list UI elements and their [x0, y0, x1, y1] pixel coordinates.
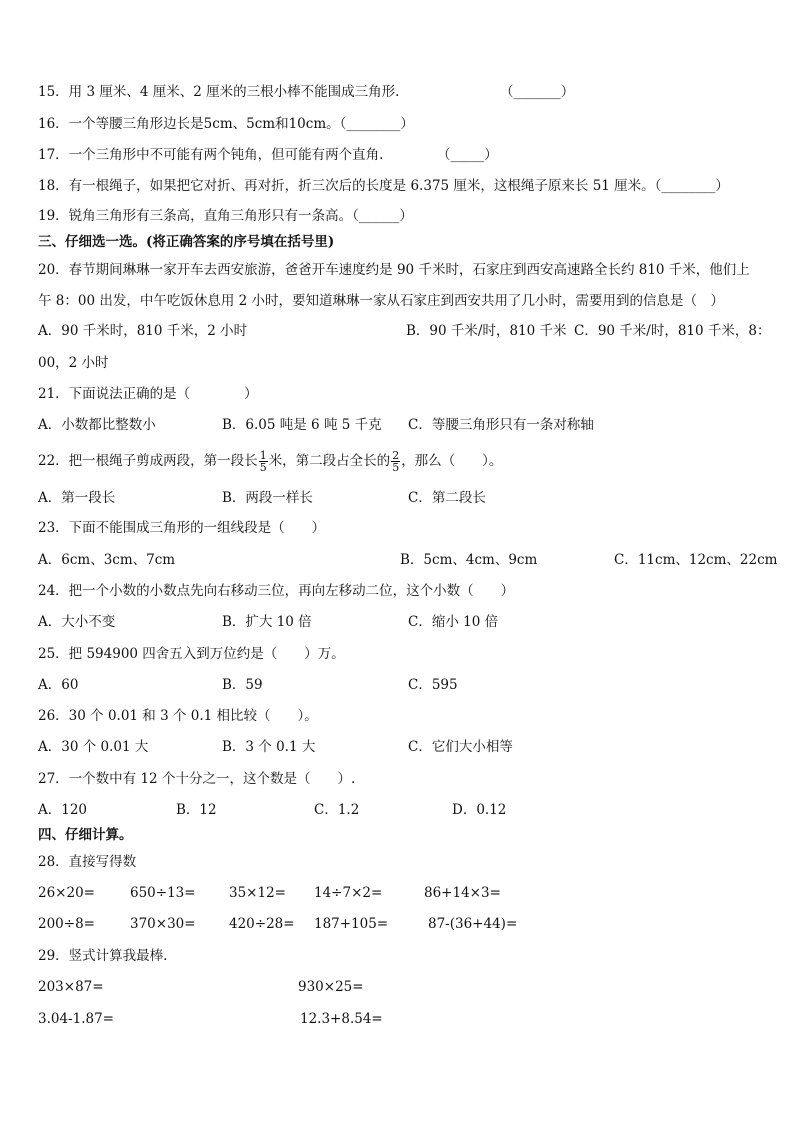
question-22-text-middle: 米，第二段占全长的: [268, 453, 391, 469]
question-22: [38, 446, 502, 476]
question-23-option-a: A．6cm、3cm、7cm: [38, 552, 176, 568]
calc-item: 14÷7×2=: [314, 885, 383, 901]
question-19: 19．锐角三角形有三条高，直角三角形只有一条高。（______）: [38, 208, 413, 224]
question-20-line-2: 午 8：00 出发，中午吃饭休息用 2 小时，要知道琳琳一家从石家庄到西安共用了几小时，需要用到的信息是（ ）: [38, 293, 725, 309]
question-15-text: 15．用 3 厘米、4 厘米、2 厘米的三根小棒不能围成三角形.: [38, 84, 400, 100]
vertical-calc-item: 3.04-1.87=: [38, 1011, 114, 1027]
question-27-option-a: A．120: [38, 802, 88, 818]
vertical-calc-item: 12.3+8.54=: [300, 1011, 383, 1027]
calc-item: 420÷28=: [229, 916, 295, 932]
question-20-option-c-continued: 00，2 小时: [38, 355, 109, 371]
calc-item: 650÷13=: [130, 885, 196, 901]
fraction-numerator: 2: [392, 449, 400, 462]
fraction-numerator: 1: [259, 449, 267, 462]
question-21-option-a: A．小数都比整数小: [38, 417, 156, 433]
fraction-one-fifth: [259, 450, 268, 473]
question-27-option-c: C．1.2: [314, 802, 360, 818]
question-26-option-a: A．30 个 0.01 大: [38, 739, 149, 755]
question-22-option-c: C．第二段长: [408, 490, 486, 506]
question-21-option-c: C．等腰三角形只有一条对称轴: [408, 417, 594, 433]
vertical-calc-item: 930×25=: [298, 979, 364, 995]
question-20-line-1: 20．春节期间琳琳一家开车去西安旅游，爸爸开车速度约是 90 千米时，石家庄到西安高速路全长约 810 千米，他们上: [38, 262, 750, 278]
question-22-text-end: ，那么（ ）。: [401, 453, 503, 469]
fraction-denominator: 5: [259, 461, 267, 474]
question-15: [38, 83, 399, 101]
question-18: 18．有一根绳子，如果把它对折、再对折，折三次后的长度是 6.375 厘米，这根绳子原来长 51 厘米。（________）: [38, 178, 729, 194]
question-24-option-a: A．大小不变: [38, 614, 116, 630]
question-15-answer-blank: （_______）: [500, 84, 575, 100]
question-21: 21．下面说法正确的是（ ）: [38, 386, 258, 402]
question-17-answer-blank: （_____）: [437, 147, 498, 163]
question-17: 17．一个三角形中不可能有两个钝角，但可能有两个直角.: [38, 147, 384, 163]
question-27: 27．一个数中有 12 个十分之一，这个数是（ ）.: [38, 771, 356, 787]
question-28-title: 28．直接写得数: [38, 854, 137, 870]
fraction-two-fifths: [391, 450, 400, 473]
question-26-option-c: C．它们大小相等: [408, 739, 513, 755]
question-24: 24．把一个小数的小数点先向右移动三位，再向左移动二位，这个小数（ ）: [38, 583, 515, 599]
question-27-option-d: D．0.12: [452, 802, 507, 818]
question-25-option-b: B．59: [222, 677, 263, 693]
question-22-text-start: 22．把一根绳子剪成两段，第一段长: [38, 453, 258, 469]
section-3-title: 三、仔细选一选。(将正确答案的序号填在括号里): [38, 234, 335, 250]
calc-item: 87-(36+44)=: [428, 916, 518, 932]
question-23-option-b: B．5cm、4cm、9cm: [400, 552, 538, 568]
calc-item: 35×12=: [229, 885, 286, 901]
question-25: 25．把 594900 四舍五入到万位约是（ ）万。: [38, 646, 345, 662]
question-26-option-b: B．3 个 0.1 大: [222, 739, 316, 755]
fraction-denominator: 5: [392, 461, 400, 474]
question-20-option-b: B．90 千米/时，810 千米: [406, 323, 567, 339]
question-26: 26．30 个 0.01 和 3 个 0.1 相比较（ ）。: [38, 708, 318, 724]
calc-item: 370×30=: [130, 916, 196, 932]
question-20-option-c: C．90 千米/时，810 千米，8：: [574, 323, 771, 339]
question-24-option-b: B．扩大 10 倍: [222, 614, 312, 630]
question-25-option-a: A．60: [38, 677, 79, 693]
section-4-title: 四、仔细计算。: [38, 827, 133, 843]
question-25-option-c: C．595: [408, 677, 458, 693]
question-29-title: 29．竖式计算我最棒.: [38, 948, 168, 964]
calc-item: 26×20=: [38, 885, 95, 901]
question-20-option-a: A．90 千米时，810 千米，2 小时: [38, 323, 248, 339]
calc-item: 86+14×3=: [424, 885, 501, 901]
question-27-option-b: B．12: [176, 802, 217, 818]
vertical-calc-item: 203×87=: [38, 979, 104, 995]
calc-item: 187+105=: [314, 916, 389, 932]
question-22-option-a: A．第一段长: [38, 490, 116, 506]
question-22-option-b: B．两段一样长: [222, 490, 313, 506]
calc-item: 200÷8=: [38, 916, 95, 932]
question-21-option-b: B．6.05 吨是 6 吨 5 千克: [222, 417, 382, 433]
question-23: 23．下面不能围成三角形的一组线段是（ ）: [38, 520, 326, 536]
question-16: 16．一个等腰三角形边长是5cm、5cm和10cm。（________）: [38, 116, 414, 132]
question-24-option-c: C．缩小 10 倍: [408, 614, 499, 630]
question-23-option-c: C．11cm、12cm、22cm: [614, 552, 778, 568]
